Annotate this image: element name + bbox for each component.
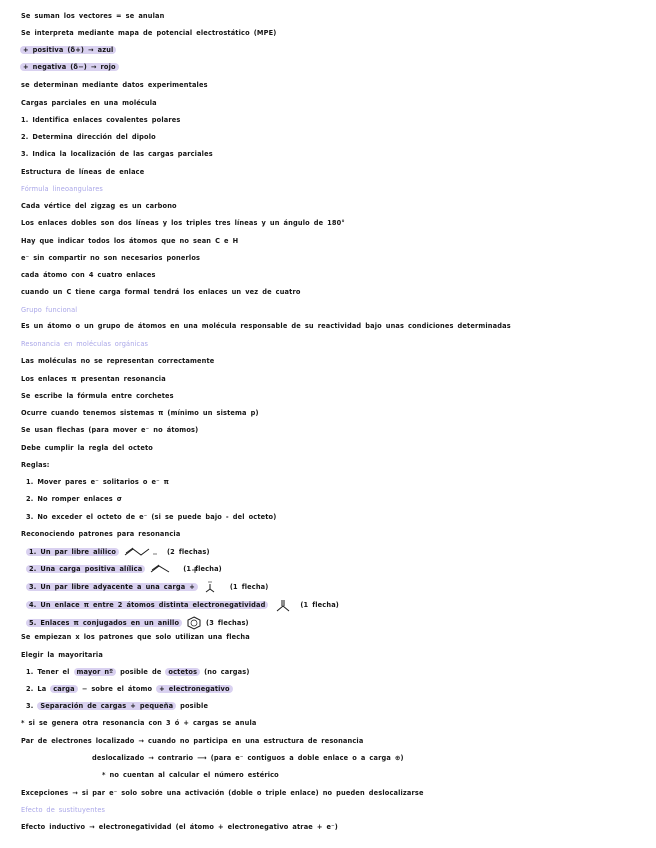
- note-line: 1. Mover pares e⁻ solitarios o e⁻ π: [26, 478, 170, 486]
- note-line: 3. No exceder el octeto de e⁻ (si se puede bajo - del octeto): [26, 513, 277, 521]
- note-line: Se usan flechas (para mover e⁻ no átomos): [21, 426, 199, 434]
- section-heading: Fórmula lineoangulares: [21, 185, 104, 193]
- benzene-ring-icon: [186, 616, 202, 630]
- section-heading: Efecto de sustituyentes: [21, 806, 106, 814]
- note-line: se determinan mediante datos experimentales: [21, 81, 208, 89]
- note-line: Cada vértice del zigzag es un carbono: [21, 202, 177, 210]
- rule-text: posible de: [120, 668, 162, 676]
- pattern-arrow-count: (1 flecha): [229, 583, 269, 591]
- major-rule-1: [26, 668, 250, 677]
- note-line: Excepciones → si par e⁻ solo sobre una activación (doble o triple enlace) no pueden deslocalizarse: [21, 789, 424, 797]
- charge-plus-icon: [190, 565, 200, 575]
- highlight-negative: + negativa (δ−) → rojo: [20, 63, 119, 71]
- pattern-line-4: [26, 598, 339, 612]
- note-line: Hay que indicar todos los átomos que no sean C e H: [21, 237, 239, 245]
- major-rule-2: [26, 685, 233, 694]
- note-line: Reconociendo patrones para resonancia: [21, 530, 181, 538]
- note-line: e⁻ sin compartir no son necesarios ponerlos: [21, 254, 201, 262]
- highlight-pattern-5: 5. Enlaces π conjugados en un anillo: [26, 619, 182, 627]
- pattern-arrow-count: (2 flechas): [167, 548, 210, 556]
- note-line: Los enlaces π presentan resonancia: [21, 375, 166, 383]
- section-heading: Grupo funcional: [21, 306, 78, 314]
- note-line: cuando un C tiene carga formal tendrá los enlaces un vez de cuatro: [21, 288, 301, 296]
- note-line: deslocalizado → contrario ⟶ (para e⁻ contiguos a doble enlace o a carga ⊕): [92, 754, 404, 762]
- highlight-pattern-4: 4. Un enlace π entre 2 átomos distinta electronegatividad: [26, 601, 268, 609]
- pattern-line-1: [26, 547, 210, 557]
- pattern-line-5: [26, 616, 249, 630]
- note-line: Las moléculas no se representan correctamente: [21, 357, 215, 365]
- pattern-arrow-count: (1 flecha): [183, 565, 222, 573]
- note-line: Elegir la mayoritaria: [21, 651, 103, 659]
- note-line: * no cuentan al calcular el número estérico: [102, 771, 279, 779]
- highlight-rule-1b: octetos: [165, 668, 200, 676]
- note-line: Se suman los vectores = se anulan: [21, 12, 165, 20]
- pattern-line-3: [26, 581, 268, 593]
- major-rule-3: [26, 702, 208, 711]
- allyl-sketch-icon: [123, 547, 163, 557]
- highlight-rule-2a: carga: [50, 685, 78, 693]
- lone-pair-sketch-icon: [202, 581, 226, 593]
- note-line: Se empiezan x los patrones que solo utilizan una flecha: [21, 633, 250, 641]
- highlight-pattern-2: 2. Una carga positiva alílica: [26, 565, 145, 573]
- note-line: 2. No romper enlaces σ: [26, 495, 123, 503]
- highlight-rule-1a: mayor nº: [74, 668, 117, 676]
- carbonyl-sketch-icon: [272, 598, 296, 612]
- note-line: Cargas parciales en una molécula: [21, 99, 157, 107]
- highlight-rule-3: Separación de cargas + pequeña: [37, 702, 176, 710]
- highlight-positive: + positiva (δ+) → azul: [20, 46, 116, 54]
- note-line: * si se genera otra resonancia con 3 ó + cargas se anula: [21, 719, 257, 727]
- highlight-rule-2b: + electronegativo: [156, 685, 233, 693]
- rule-text: − sobre el átomo: [81, 685, 153, 693]
- highlight-pattern-1: 1. Un par libre alílico: [26, 548, 119, 556]
- highlight-pattern-3: 3. Un par libre adyacente a una carga +: [26, 583, 198, 591]
- section-heading: Resonancia en moléculas orgánicas: [21, 340, 149, 348]
- note-line: [20, 46, 116, 55]
- note-line: Debe cumplir la regla del octeto: [21, 444, 153, 452]
- note-line: Estructura de líneas de enlace: [21, 168, 145, 176]
- allyl-cation-sketch-icon: [149, 564, 179, 574]
- note-line: 2. Determina dirección del dipolo: [21, 133, 156, 141]
- note-line: Ocurre cuando tenemos sistemas π (mínimo un sistema p): [21, 409, 259, 417]
- rule-text: 1. Tener el: [26, 668, 70, 676]
- note-line: Reglas:: [21, 461, 50, 469]
- note-line: [20, 63, 119, 72]
- note-line: cada átomo con 4 cuatro enlaces: [21, 271, 156, 279]
- note-line: 1. Identifica enlaces covalentes polares: [21, 116, 181, 124]
- pattern-arrow-count: (3 flechas): [206, 619, 249, 627]
- note-line: Se escribe la fórmula entre corchetes: [21, 392, 174, 400]
- rule-text: (no cargas): [204, 668, 250, 676]
- note-line: 3. Indica la localización de las cargas parciales: [21, 150, 213, 158]
- rule-text: posible: [180, 702, 209, 710]
- note-line: Los enlaces dobles son dos líneas y los triples tres líneas y un ángulo de 180°: [21, 219, 345, 227]
- note-line: Par de electrones localizado → cuando no participa en una estructura de resonancia: [21, 737, 364, 745]
- note-line: Se interpreta mediante mapa de potencial electrostático (MPE): [21, 29, 277, 37]
- rule-text: 2. La: [26, 685, 47, 693]
- note-line: Es un átomo o un grupo de átomos en una molécula responsable de su reactividad bajo unas condiciones determinadas: [21, 322, 511, 330]
- rule-text: 3.: [26, 702, 34, 710]
- pattern-arrow-count: (1 flecha): [300, 601, 339, 609]
- note-line: Efecto inductivo → electronegatividad (el átomo + electronegativo atrae + e⁻): [21, 823, 338, 831]
